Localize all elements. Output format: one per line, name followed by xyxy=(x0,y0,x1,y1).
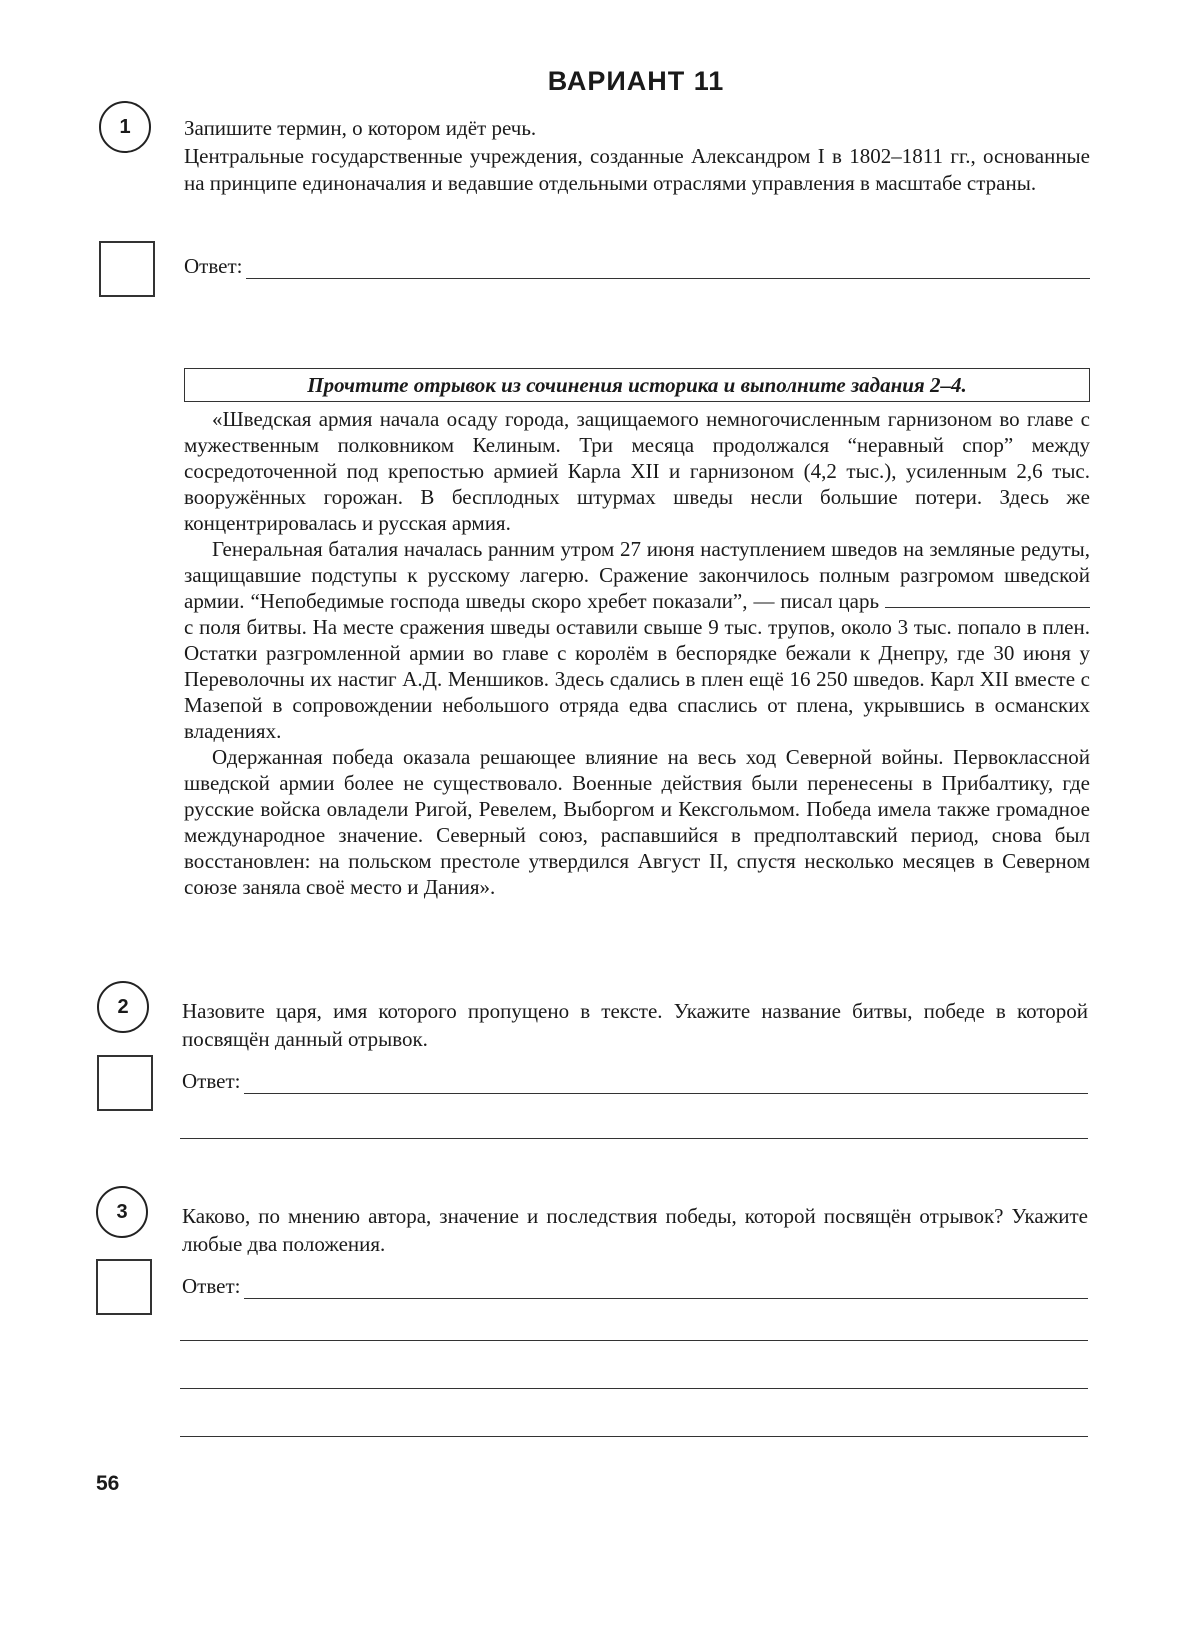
passage-paragraph-2 xyxy=(184,536,1090,744)
task-3-answer-line-2[interactable] xyxy=(180,1340,1088,1341)
passage-paragraph-3: Одержанная победа оказала решающее влияние на весь ход Северной войны. Первоклассной шведской армии более не существовало. Военные действия были перенесены в Прибалтику, где русские войска овладели Ригой, Ревелем, Выборгом и Кексгольмом. Победа имела также громадное международное значение. Северный союз, распавшийся в предполтавский период, снова был восстановлен: на польском престоле утвердился Август II, спустя несколько месяцев в Северном союзе заняла своё место и Дания». xyxy=(184,745,1090,899)
task-3-answer-line-4[interactable] xyxy=(180,1436,1088,1437)
task-1-answer-line[interactable] xyxy=(246,258,1090,279)
passage-p2-before: Генеральная баталия началась ранним утром 27 июня наступлением шведов на земляные редуты, защищавшие подступы к русскому лагерю. Сражение закончилось полным разгромом шведской армии. “Непобедимые господа шведы скоро хребет показали”, — писал царь xyxy=(184,537,1090,613)
page-number: 56 xyxy=(96,1472,120,1495)
missing-name-blank xyxy=(885,589,1090,608)
task-1-number: 1 xyxy=(99,101,151,153)
task-1-definition: Центральные государственные учреждения, созданные Александром I в 1802–1811 гг., основанные на принципе единоначалия и ведавшие отдельными отраслями управления в масштабе страны. xyxy=(184,143,1090,195)
passage-instruction: Прочтите отрывок из сочинения историка и выполните задания 2–4. xyxy=(184,368,1090,402)
task-1-answer-box[interactable] xyxy=(99,241,155,297)
task-2-number: 2 xyxy=(97,981,149,1033)
task-2-text: Назовите царя, имя которого пропущено в тексте. Укажите название битвы, победе в которой посвящён данный отрывок. xyxy=(182,999,1088,1051)
task-1-answer-row[interactable] xyxy=(184,254,1090,279)
task-1-prompt: Запишите термин, о котором идёт речь. xyxy=(184,116,537,140)
task-2-answer-row[interactable] xyxy=(182,1069,1088,1094)
task-3-answer-row[interactable] xyxy=(182,1274,1088,1299)
task-3-text: Каково, по мнению автора, значение и последствия победы, которой посвящён отрывок? Укажите любые два положения. xyxy=(182,1204,1088,1256)
historian-passage xyxy=(184,406,1090,900)
task-3-answer-box[interactable] xyxy=(96,1259,152,1315)
task-1-answer-label: Ответ: xyxy=(184,254,243,278)
task-3-answer-line-1[interactable] xyxy=(244,1278,1088,1299)
task-1-text xyxy=(184,115,1090,198)
passage-paragraph-1: «Шведская армия начала осаду города, защищаемого немногочисленным гарнизоном во главе с мужественным полковником Келиным. Три месяца продолжался “неравный спор” между сосредоточенной под крепостью армией Карла XII и гарнизоном (4,2 тыс.), усиленным 2,6 тыс. вооружённых горожан. В бесплодных штурмах шведы несли большие потери. Здесь же концентрировалась и русская армия. xyxy=(184,407,1090,535)
task-2-answer-box[interactable] xyxy=(97,1055,153,1111)
variant-title: ВАРИАНТ 11 xyxy=(547,66,725,96)
task-2-answer-label: Ответ: xyxy=(182,1069,241,1093)
passage-p2-after: с поля битвы. На месте сражения шведы оставили свыше 9 тыс. трупов, около 3 тыс. попало в плен. Остатки разгромленной армии во главе с королём в беспорядке бежали к Днепру, где 30 июня у Переволочны их настиг А.Д. Меншиков. Здесь сдались в плен ещё 16 250 шведов. Карл XII вместе с Мазепой в сопровождении небольшого отряда едва спаслись от плена, укрывшись в османских владениях. xyxy=(184,615,1090,743)
task-3-number: 3 xyxy=(96,1186,148,1238)
task-3-answer-label: Ответ: xyxy=(182,1274,241,1298)
task-2-answer-line-2[interactable] xyxy=(180,1138,1088,1139)
task-2-answer-line-1[interactable] xyxy=(244,1073,1088,1094)
task-3-answer-line-3[interactable] xyxy=(180,1388,1088,1389)
